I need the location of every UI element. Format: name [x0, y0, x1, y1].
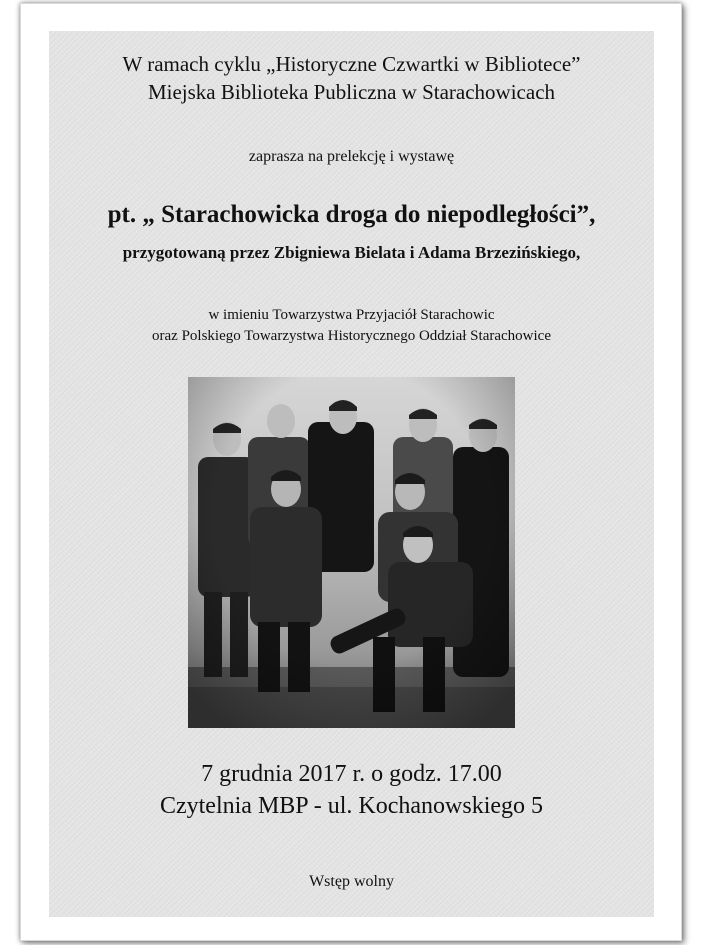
header-line-1: W ramach cyklu „Historyczne Czwartki w Bibliotece” [122, 52, 581, 76]
event-authors: przygotowaną przez Zbigniewa Bielata i Adama Brzezińskiego, [122, 243, 581, 262]
poster [49, 31, 654, 917]
historical-group-photo [188, 377, 515, 728]
event-date-time: 7 grudnia 2017 r. o godz. 17.00 [201, 761, 502, 787]
group-photo-illustration [188, 377, 515, 728]
header-line-2: Miejska Biblioteka Publiczna w Starachowicach [147, 80, 556, 104]
admission-note: Wstęp wolny [309, 873, 394, 890]
event-venue: Czytelnia MBP - ul. Kochanowskiego 5 [159, 793, 544, 819]
invitation-text: zaprasza na prelekcję i wystawę [248, 148, 455, 165]
organizer-line-2: oraz Polskiego Towarzystwa Historycznego Oddział Starachowice [152, 328, 551, 344]
event-title: pt. „ Starachowicka droga do niepodległości”, [107, 201, 596, 228]
organizer-line-1: w imieniu Towarzystwa Przyjaciół Starachowic [208, 307, 495, 323]
